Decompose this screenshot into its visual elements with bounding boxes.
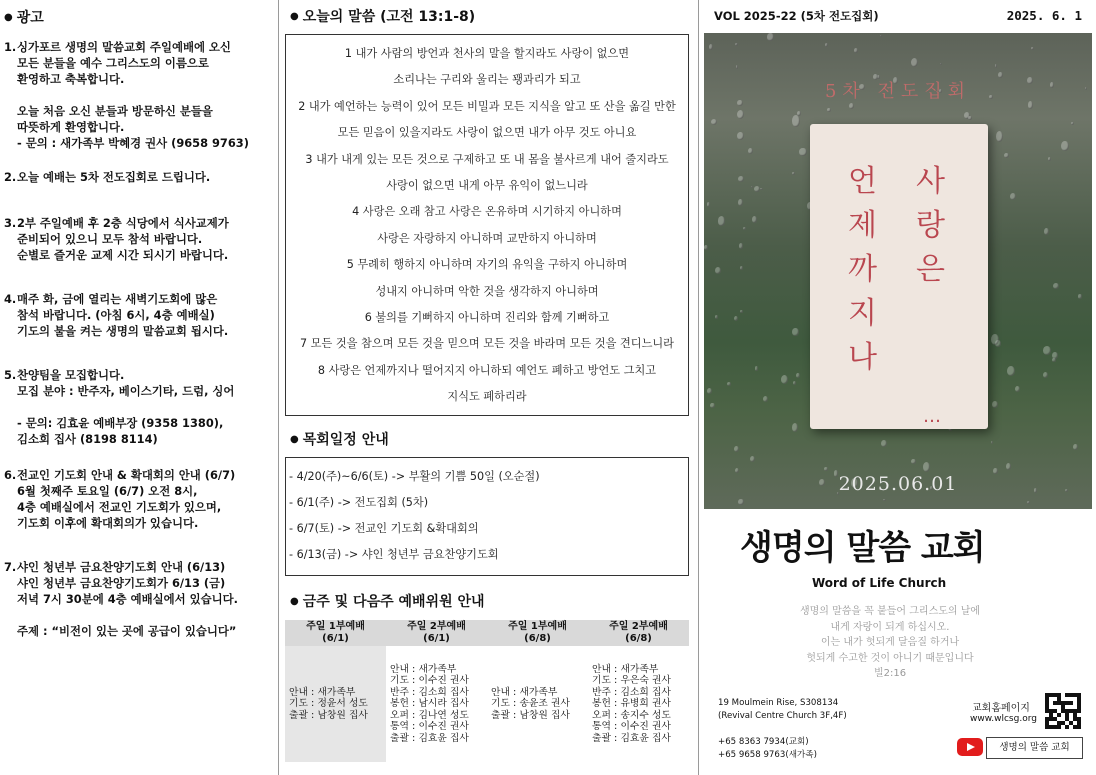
- verse-line: 5 무례히 행하지 아니하며 자기의 유익을 구하지 아니하며: [346, 258, 628, 272]
- raindrop: [711, 119, 717, 125]
- verse-line: 사랑이 없으면 내게 아무 유익이 없느니라: [386, 179, 588, 193]
- cover-card: [810, 124, 988, 429]
- bulletin-date: 2025. 6. 1: [1006, 8, 1082, 23]
- duty-line: 통역 : 이수진 권사: [592, 721, 671, 733]
- raindrop: [727, 382, 731, 386]
- cover-date: 2025.06.01: [838, 473, 958, 495]
- duty-cell: [386, 646, 487, 762]
- phone-line: +65 8363 7934(교회): [718, 737, 809, 747]
- duty-line: 출괄 : 김효윤 집사: [390, 732, 469, 744]
- church-logo: 생명의 말씀 교회: [740, 528, 985, 568]
- raindrop: [799, 148, 806, 157]
- bullet-icon: ●: [290, 434, 299, 445]
- duty-column-header: [588, 620, 689, 646]
- raindrop: [1043, 372, 1048, 378]
- announcement-line: 오늘 예배는 5차 전도집회로 드립니다.: [17, 170, 211, 184]
- scripture-box: [285, 34, 689, 416]
- raindrop: [911, 459, 916, 465]
- duty-line: 기도 : 우은숙 권사: [592, 675, 671, 687]
- duty-cell: [487, 646, 588, 762]
- raindrop: [737, 132, 744, 140]
- raindrop: [715, 267, 721, 274]
- raindrop: [740, 266, 744, 270]
- raindrop: [1044, 228, 1049, 235]
- duty-line: 기도 : 송윤조 권사: [491, 698, 570, 710]
- duty-line: 안내 : 새가족부: [592, 663, 659, 675]
- announcement-line: 오늘 처음 오신 분들과 방문하신 분들을: [17, 104, 213, 118]
- raindrop: [824, 467, 828, 472]
- announcement-number: 2.: [4, 170, 17, 184]
- duty-line: 안내 : 새가족부: [390, 663, 457, 675]
- card-text-left: [848, 160, 877, 380]
- verse-line: 모든 믿음이 있을지라도 사랑이 없으면 내가 아무 것도 아니요: [337, 126, 637, 140]
- raindrop: [1010, 193, 1016, 200]
- raindrop: [991, 334, 999, 345]
- duty-line: 기도 : 정윤서 성도: [289, 698, 368, 710]
- raindrop: [1078, 294, 1083, 299]
- duty-column-header: [285, 620, 386, 646]
- card-char: 랑: [916, 208, 945, 243]
- raindrop: [740, 310, 742, 313]
- verse-line: 지식도 폐하리라: [447, 390, 527, 404]
- raindrop: [767, 33, 774, 40]
- raindrop: [738, 176, 744, 182]
- raindrop: [1031, 47, 1034, 51]
- raindrop: [752, 216, 757, 223]
- announcement-line: 준비되어 있으니 모두 참석 바랍니다.: [17, 232, 203, 246]
- duty-line: 봉헌 : 유병희 권사: [592, 698, 671, 710]
- duty-table: [285, 620, 689, 762]
- raindrop: [796, 373, 799, 378]
- announcement-item: [4, 559, 278, 639]
- church-name-english: Word of Life Church: [812, 576, 947, 590]
- bullet-icon: ●: [4, 12, 13, 23]
- duty-line: 오퍼 : 김나연 성도: [390, 709, 469, 721]
- schedule-item: - 6/1(주) -> 전도집회 (5차): [289, 496, 429, 509]
- announcement-line: - 문의: 김효윤 예배부장 (9358 1380),: [17, 416, 224, 430]
- schedule-box: [285, 457, 689, 576]
- raindrop: [793, 381, 796, 385]
- announcement-line: [17, 607, 278, 623]
- raindrop: [1071, 122, 1074, 125]
- raindrop: [737, 110, 744, 119]
- announcement-line: [17, 399, 278, 415]
- raindrop: [996, 131, 1003, 141]
- announcement-item: [4, 291, 278, 339]
- raindrop: [734, 316, 738, 321]
- youtube-channel-button[interactable]: 생명의 말씀 교회: [986, 737, 1083, 759]
- raindrop: [1053, 283, 1059, 289]
- quote-line: 생명의 말씀을 꼭 붙들어 그리스도의 날에: [799, 606, 981, 617]
- announcement-line: 모든 분들을 예수 그리스도의 이름으로: [17, 56, 209, 70]
- middle-column: [280, 0, 698, 775]
- verse-line: 성내지 아니하며 악한 것을 생각하지 아니하며: [375, 284, 599, 298]
- homepage-label: 교회홈페이지: [972, 703, 1030, 714]
- raindrop: [739, 243, 743, 248]
- raindrop: [707, 388, 712, 394]
- column-divider: [698, 0, 699, 775]
- quote-reference: 빌2:16: [873, 668, 907, 680]
- duty-line: 기도 : 이수진 권사: [390, 675, 469, 687]
- announcement-item: [4, 169, 278, 185]
- duty-line: 안내 : 새가족부: [289, 686, 356, 698]
- raindrop: [760, 188, 762, 191]
- raindrop: [1004, 153, 1009, 158]
- duty-column-header: [386, 620, 487, 646]
- verse-line: 6 불의를 기뻐하지 아니하며 진리와 함께 기뻐하고: [364, 311, 610, 325]
- duty-line: 출괄 : 김효윤 집사: [592, 732, 671, 744]
- verse-line: 소리나는 구리와 울리는 꽹과리가 되고: [393, 73, 581, 87]
- raindrop: [1073, 444, 1078, 450]
- duty-header-date: (6/8): [524, 633, 551, 644]
- card-char: 언: [848, 164, 877, 199]
- phone-line: +65 9658 9763(새가족): [718, 750, 817, 760]
- announcement-line: 싱가포르 생명의 말씀교회 주일예배에 오신: [17, 40, 231, 54]
- raindrop: [1027, 501, 1030, 504]
- verse-line: 사랑은 자랑하지 아니하며 교만하지 아니하며: [377, 231, 597, 245]
- duty-cell: [588, 646, 689, 762]
- announcement-number: 1.: [4, 40, 17, 54]
- announcement-item: [4, 367, 278, 447]
- raindrop: [743, 227, 746, 230]
- quote-line: 내게 자랑이 되게 하십시오.: [830, 621, 950, 633]
- schedule-item: - 4/20(주)~6/6(토) -> 부활의 기쁨 50일 (오순절): [289, 470, 540, 483]
- verse-line: 8 사랑은 언제까지나 떨어지지 아니하되 예언도 폐하고 방언도 그치고: [317, 363, 657, 377]
- raindrop: [748, 148, 753, 154]
- schedule-heading: ● 목회일정 안내: [290, 432, 389, 448]
- announcement-line: 매주 화, 금에 열리는 새벽기도회에 많은: [17, 292, 218, 306]
- announcement-line: 참석 바랍니다. (아침 6시, 4층 예배실): [17, 308, 215, 322]
- quote-line: 이는 내가 헛되게 달음질 하거나: [820, 637, 960, 649]
- raindrop: [792, 172, 794, 175]
- raindrop: [849, 103, 854, 109]
- raindrop: [827, 108, 831, 112]
- announcement-line: 6월 첫째주 토요일 (6/7) 오전 8시,: [17, 484, 198, 498]
- announcement-line: 4층 예배실에서 전교인 기도회가 있으며,: [17, 500, 222, 514]
- duty-line: 안내 : 새가족부: [491, 686, 558, 698]
- card-text-right: [916, 160, 945, 292]
- church-phones: [718, 736, 817, 762]
- verse-line: 4 사랑은 오래 참고 사랑은 온유하며 시기하지 아니하며: [352, 205, 622, 219]
- raindrop: [1052, 358, 1056, 363]
- raindrop: [755, 366, 759, 371]
- announcement-line: 샤인 청년부 금요찬양기도회가 6/13 (금): [17, 576, 226, 590]
- raindrop: [880, 35, 882, 37]
- announcement-line: 순별로 즐거운 교제 시간 되시기 바랍니다.: [17, 248, 229, 262]
- raindrop: [718, 216, 726, 226]
- raindrop: [781, 375, 788, 384]
- announcement-line: 찬양팀을 모집합니다.: [17, 368, 125, 382]
- announcement-line: 기도회 이후에 확대회의가 있습니다.: [17, 516, 199, 530]
- address-line: (Revival Centre Church 3F,4F): [718, 711, 847, 721]
- card-char: 제: [848, 208, 877, 243]
- announcement-line: 따뜻하게 환영합니다.: [17, 120, 125, 134]
- raindrop: [1061, 141, 1069, 152]
- duty-header-date: (6/1): [322, 633, 349, 644]
- duty-line: 오퍼 : 송지수 성도: [592, 709, 671, 721]
- announcement-line: 모집 분야 : 반주자, 베이스기타, 드럼, 싱어: [17, 384, 235, 398]
- announcement-line: - 문의 : 새가족부 박혜경 권사 (9658 9763): [17, 136, 249, 150]
- announcement-item: [4, 467, 278, 531]
- card-char: 까: [848, 252, 877, 287]
- raindrop: [751, 186, 753, 188]
- cover-image: [704, 33, 1092, 509]
- verse-line: 7 모든 것을 참으며 모든 것을 믿으며 모든 것을 바라며 모든 것을 견디느니라: [299, 337, 674, 351]
- announcement-number: 3.: [4, 216, 17, 230]
- raindrop: [715, 315, 718, 319]
- announcement-line: [17, 87, 278, 103]
- announcement-item: [4, 39, 278, 151]
- raindrop: [735, 43, 738, 46]
- duty-line: 봉헌 : 남시라 집사: [390, 698, 469, 710]
- qr-code-icon[interactable]: [1045, 693, 1081, 729]
- verse-line: 1 내가 사람의 방언과 천사의 말을 할지라도 사랑이 없으면: [344, 47, 630, 60]
- card-char: 지: [848, 296, 877, 331]
- raindrop: [1007, 366, 1015, 376]
- quote-line: 헛되게 수고한 것이 아니기 때문입니다: [806, 652, 974, 664]
- card-char: 은: [916, 252, 945, 287]
- duty-header-service: 주일 2부예배: [407, 621, 466, 632]
- raindrop: [738, 499, 744, 506]
- bible-quote: [740, 604, 1040, 682]
- raindrop: [797, 111, 801, 116]
- bullet-icon: ●: [290, 596, 299, 607]
- raindrop: [992, 401, 998, 408]
- duty-header-service: 주일 2부예배: [609, 621, 668, 632]
- announcement-list: [4, 39, 278, 639]
- announcement-line: 2부 주일예배 후 2층 식당에서 식사교제가: [17, 216, 229, 230]
- scripture-heading: ● 오늘의 말씀 (고전 13:1-8): [290, 9, 476, 25]
- raindrop: [1015, 386, 1020, 392]
- raindrop: [750, 456, 755, 462]
- duty-heading: ● 금주 및 다음주 예배위원 안내: [290, 594, 485, 610]
- announcement-line: 저녁 7시 30분에 4층 예배실에서 있습니다.: [17, 592, 238, 606]
- announcement-number: 6.: [4, 468, 17, 482]
- address-line: 19 Moulmein Rise, S308134: [718, 698, 839, 708]
- raindrop: [968, 116, 972, 120]
- raindrop: [881, 440, 887, 447]
- raindrop: [883, 499, 885, 502]
- duty-line: 통역 : 이수진 권사: [390, 721, 469, 733]
- card-char: 나: [848, 340, 877, 375]
- announcements-column: [0, 0, 278, 775]
- duty-column-header: [487, 620, 588, 646]
- raindrop: [754, 186, 760, 192]
- announcement-line: 김소희 집사 (8198 8114): [17, 432, 158, 446]
- column-divider: [278, 0, 279, 775]
- raindrop: [854, 48, 858, 53]
- duty-line: 반주 : 김소희 집사: [592, 686, 671, 698]
- raindrop: [792, 423, 798, 432]
- duty-cell: [285, 646, 386, 762]
- cover-column: [700, 0, 1096, 775]
- verse-line: 3 내가 내게 있는 모든 것으로 구제하고 또 내 몸을 불사르게 내어 줄지라도: [305, 152, 669, 166]
- duty-line: 출괄 : 남창원 집사: [289, 709, 368, 721]
- raindrop: [1006, 463, 1011, 470]
- raindrop: [1043, 346, 1051, 355]
- verse-line: 2 내가 예언하는 능력이 있어 모든 비밀과 모든 지식을 알고 또 산을 옮길 만한: [298, 99, 676, 113]
- raindrop: [736, 65, 738, 69]
- raindrop: [707, 202, 711, 207]
- raindrop: [709, 44, 713, 50]
- homepage-link[interactable]: www.wlcsg.org: [970, 714, 1037, 724]
- raindrop: [991, 441, 994, 444]
- announcement-number: 4.: [4, 292, 17, 306]
- announcement-line: 주제 : “비전이 있는 곳에 공급이 있습니다”: [17, 624, 237, 638]
- announcement-item: [4, 215, 278, 263]
- card-ellipsis: …: [923, 406, 943, 427]
- announcements-heading: ● 광고: [4, 10, 44, 26]
- card-char: 사: [916, 164, 945, 199]
- raindrop: [738, 199, 743, 207]
- duty-header-service: 주일 1부예배: [306, 621, 365, 632]
- raindrop: [792, 328, 798, 336]
- youtube-icon[interactable]: [957, 738, 983, 756]
- raindrop: [792, 115, 800, 126]
- duty-line: 반주 : 김소희 집사: [390, 686, 469, 698]
- duty-header-service: 주일 1부예배: [508, 621, 567, 632]
- raindrop: [710, 403, 715, 409]
- raindrop: [995, 64, 998, 67]
- church-address: [718, 697, 847, 723]
- raindrop: [1048, 157, 1051, 161]
- bullet-icon: ●: [290, 11, 299, 22]
- announcement-line: 환영하고 축복합니다.: [17, 72, 125, 86]
- schedule-item: - 6/7(토) -> 전교인 기도회 &확대회의: [289, 522, 479, 535]
- volume-label: VOL 2025-22 (5차 전도집회): [714, 9, 879, 23]
- duty-line: 출괄 : 남창원 집사: [491, 709, 570, 721]
- raindrop: [763, 396, 768, 402]
- raindrop: [923, 462, 930, 472]
- raindrop: [825, 43, 828, 47]
- duty-header-date: (6/1): [423, 633, 450, 644]
- raindrop: [734, 446, 739, 452]
- raindrop: [911, 58, 918, 67]
- announcement-line: 샤인 청년부 금요찬양기도회 안내 (6/13): [17, 560, 226, 574]
- raindrop: [704, 245, 708, 250]
- announcement-number: 7.: [4, 560, 17, 574]
- duty-header-date: (6/8): [625, 633, 652, 644]
- raindrop: [940, 63, 942, 65]
- schedule-item: - 6/13(금) -> 샤인 청년부 금요찬양기도회: [289, 548, 499, 561]
- announcement-line: 기도의 불을 켜는 생명의 말씀교회 됩시다.: [17, 324, 229, 338]
- announcement-number: 5.: [4, 368, 17, 382]
- announcement-line: 전교인 기도회 안내 & 확대회의 안내 (6/7): [17, 468, 236, 482]
- cover-title: 5차 전도집회: [824, 81, 972, 102]
